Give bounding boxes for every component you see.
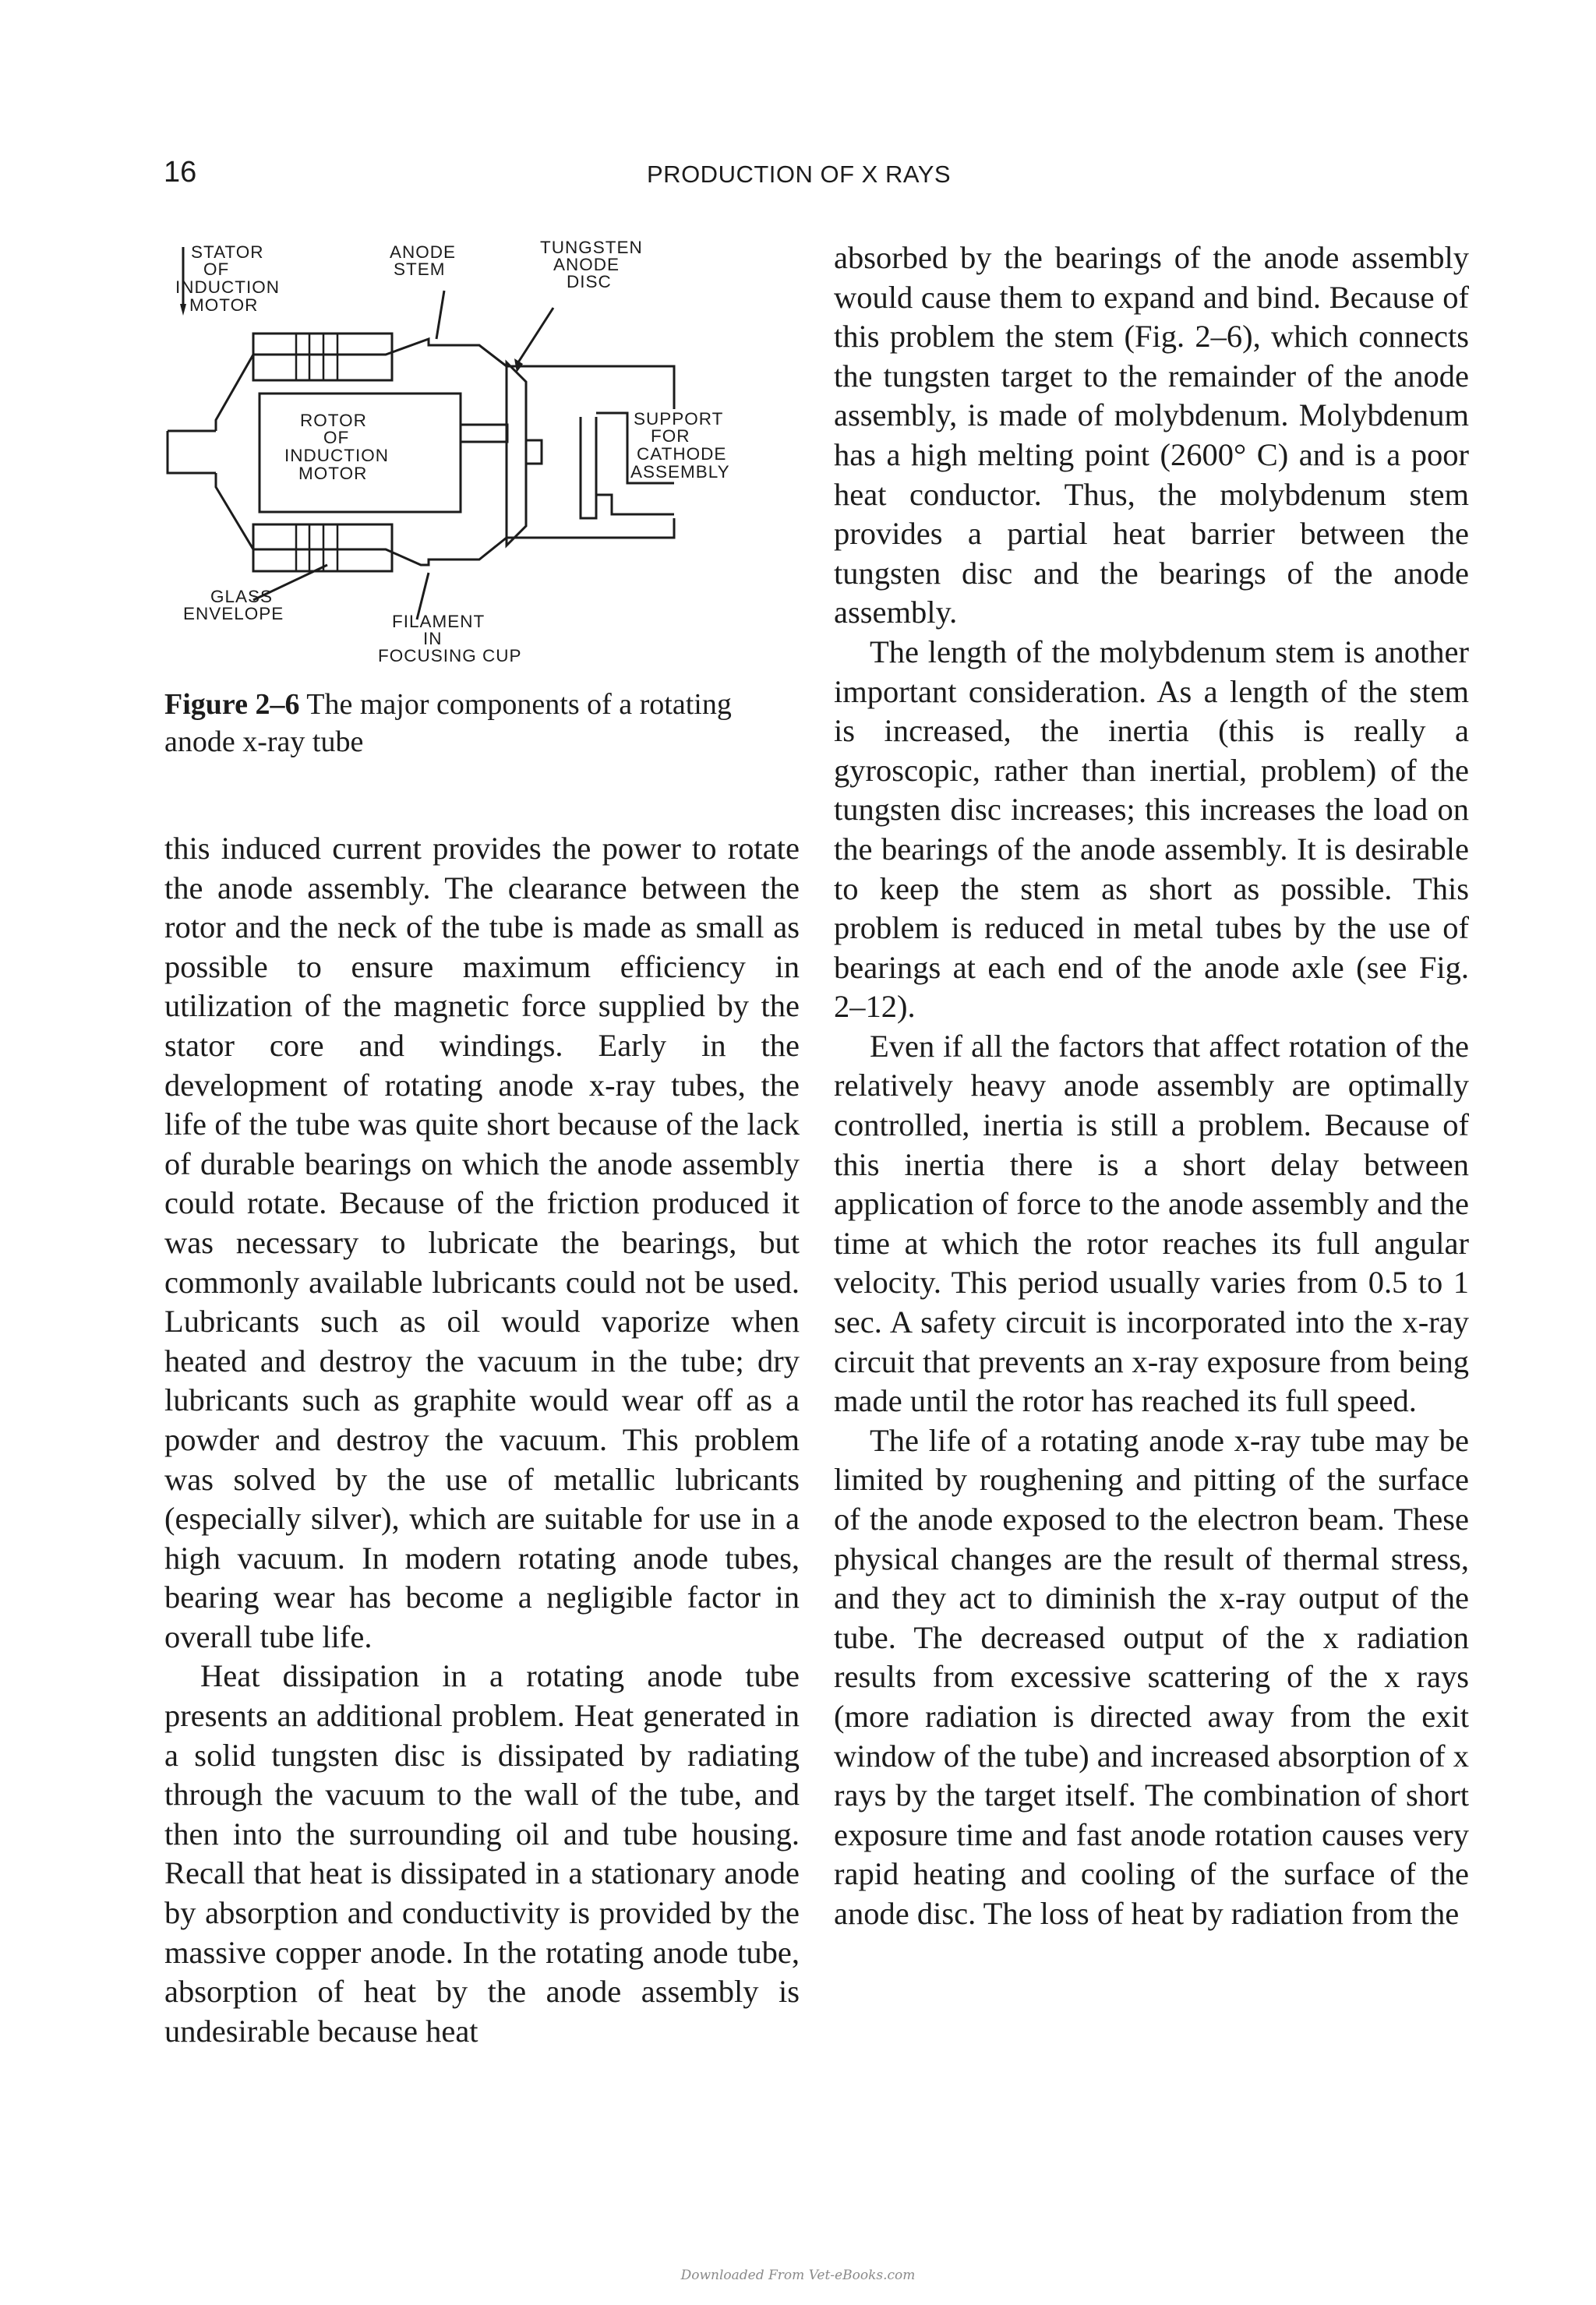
- stator-label-line1: STATOR: [191, 242, 264, 262]
- rotor-label-line2: OF: [323, 428, 350, 447]
- left-column: [164, 829, 800, 2051]
- support-label-line1: SUPPORT: [634, 409, 724, 429]
- support-label-line3: CATHODE: [637, 444, 727, 464]
- stator-label-line2: OF: [203, 259, 230, 279]
- glass-envelope-bottom: [216, 473, 674, 565]
- neck-outline: [168, 431, 216, 473]
- page-number: 16: [164, 156, 197, 189]
- rotor-label-line1: ROTOR: [300, 411, 367, 430]
- stator-label-line3: INDUCTION: [175, 277, 280, 297]
- disc-leader: [518, 308, 553, 362]
- stator-label-line4: MOTOR: [189, 295, 259, 315]
- right-paragraph-3: Even if all the factors that affect rotation of the relatively heavy anode assembly are optimally controlled, inertia is still a problem. Because of this inertia there is a short delay between application of force to the anode assembly and the time at which the rotor reaches its full angular velocity. This period usually varies from 0.5 to 1 sec. A safety circuit is incorporated into the x-ray circuit that prevents an x-ray exposure from being made until the rotor has reached its full speed.: [834, 1028, 1469, 1419]
- cathode-arm-lower: [596, 495, 674, 514]
- disc-label-line1: TUNGSTEN: [540, 238, 643, 257]
- tungsten-disc: [507, 362, 526, 545]
- glass-label-line2: ENVELOPE: [183, 604, 284, 623]
- left-paragraph-2: Heat dissipation in a rotating anode tube presents an additional problem. Heat generated in a solid tungsten disc is dissipated by radiating through the vacuum to the wall of the tube, and then into the surrounding oil and tube housing. Recall that heat is dissipated in a stationary anode by absorption and conductivity is provided by the massive copper anode. In the rotating anode tube, absorption of heat by the anode assembly is undesirable because heat: [164, 1658, 800, 2049]
- filament-label-line3: FOCUSING CUP: [378, 646, 522, 665]
- caption-text: The major components of a rotating anode x-ray tube: [164, 688, 732, 758]
- stator-arrow: [180, 304, 186, 316]
- stem-label-line2: STEM: [394, 259, 446, 279]
- filament-label-line2: IN: [423, 629, 443, 648]
- disc-label-line3: DISC: [567, 272, 612, 291]
- right-paragraph-1: absorbed by the bearings of the anode assembly would cause them to expand and bind. Because of this problem the stem (Fig. 2–6), which connects the tungsten target to the remainder of the anode assembly, is made of molybdenum. Molybdenum has a high melting point (2600° C) and is a poor heat conductor. Thus, the molybdenum stem provides a partial heat barrier between the tungsten disc and the bearings of the anode assembly.: [834, 240, 1469, 630]
- disc-hub: [526, 440, 542, 464]
- right-paragraph-2: The length of the molybdenum stem is another important consideration. As a length of the stem is increased, the inertia (this is really a gyroscopic, rather than inertial, problem) of the tungsten disc increases; this increases the load on the bearings of the anode assembly. It is desirable to keep the stem as short as possible. This problem is reduced in metal tubes by the use of bearings at each end of the anode axle (see Fig. 2–12).: [834, 634, 1469, 1025]
- caption-figure-number: Figure 2–6: [164, 688, 300, 721]
- anode-stem: [461, 425, 507, 442]
- disc-label-line2: ANODE: [553, 255, 620, 274]
- cathode-support: [581, 417, 596, 518]
- tube-diagram: [160, 230, 814, 682]
- rotating-anode-tube-figure: [160, 230, 814, 682]
- stem-label-line1: ANODE: [390, 242, 457, 262]
- glass-envelope-top: [216, 339, 674, 431]
- filament-label-line1: FILAMENT: [392, 612, 486, 631]
- page-header: [164, 156, 1468, 203]
- left-paragraph-1: this induced current provides the power to rotate the anode assembly. The clearance between the rotor and the neck of the tube is made as small as possible to ensure maximum efficiency in utilization of the magnetic force supplied by the stator core and windings. Early in the development of rotating anode x-ray tubes, the life of the tube was quite short because of the lack of durable bearings on which the anode assembly could rotate. Because of the friction produced it was necessary to lubricate the bearings, but commonly available lubricants could not be used. Lubricants such as oil would vaporize when heated and destroy the vacuum in the tube; dry lubricants such as graphite would wear off as a powder and destroy the vacuum. This problem was solved by the use of metallic lubricants (especially silver), which are suitable for use in a high vacuum. In modern rotating anode tubes, bearing wear has become a negligible factor in overall tube life.: [164, 831, 800, 1654]
- right-column: [834, 238, 1469, 1934]
- right-paragraph-4: The life of a rotating anode x-ray tube may be limited by roughening and pitting of the surface of the anode exposed to the electron beam. These physical changes are the result of thermal stress, and they act to diminish the x-ray output of the tube. The decreased output of the x radiation results from excessive scattering of the x rays (more radiation is directed away from the exit window of the tube) and increased absorption of x rays by the target itself. The combination of short exposure time and fast anode rotation causes very rapid heating and cooling of the surface of the anode disc. The loss of heat by radiation from the: [834, 1422, 1469, 1931]
- glass-label-line1: GLASS: [210, 587, 274, 606]
- support-label-line2: FOR: [651, 426, 690, 446]
- rotor-label-line4: MOTOR: [298, 464, 368, 483]
- download-watermark: Downloaded From Vet-eBooks.com: [680, 2268, 916, 2283]
- figure-caption: [164, 686, 800, 761]
- rotor-label-line3: INDUCTION: [284, 446, 389, 465]
- stem-leader: [436, 291, 444, 339]
- support-label-line4: ASSEMBLY: [630, 462, 730, 482]
- running-head: PRODUCTION OF X RAYS: [647, 161, 952, 188]
